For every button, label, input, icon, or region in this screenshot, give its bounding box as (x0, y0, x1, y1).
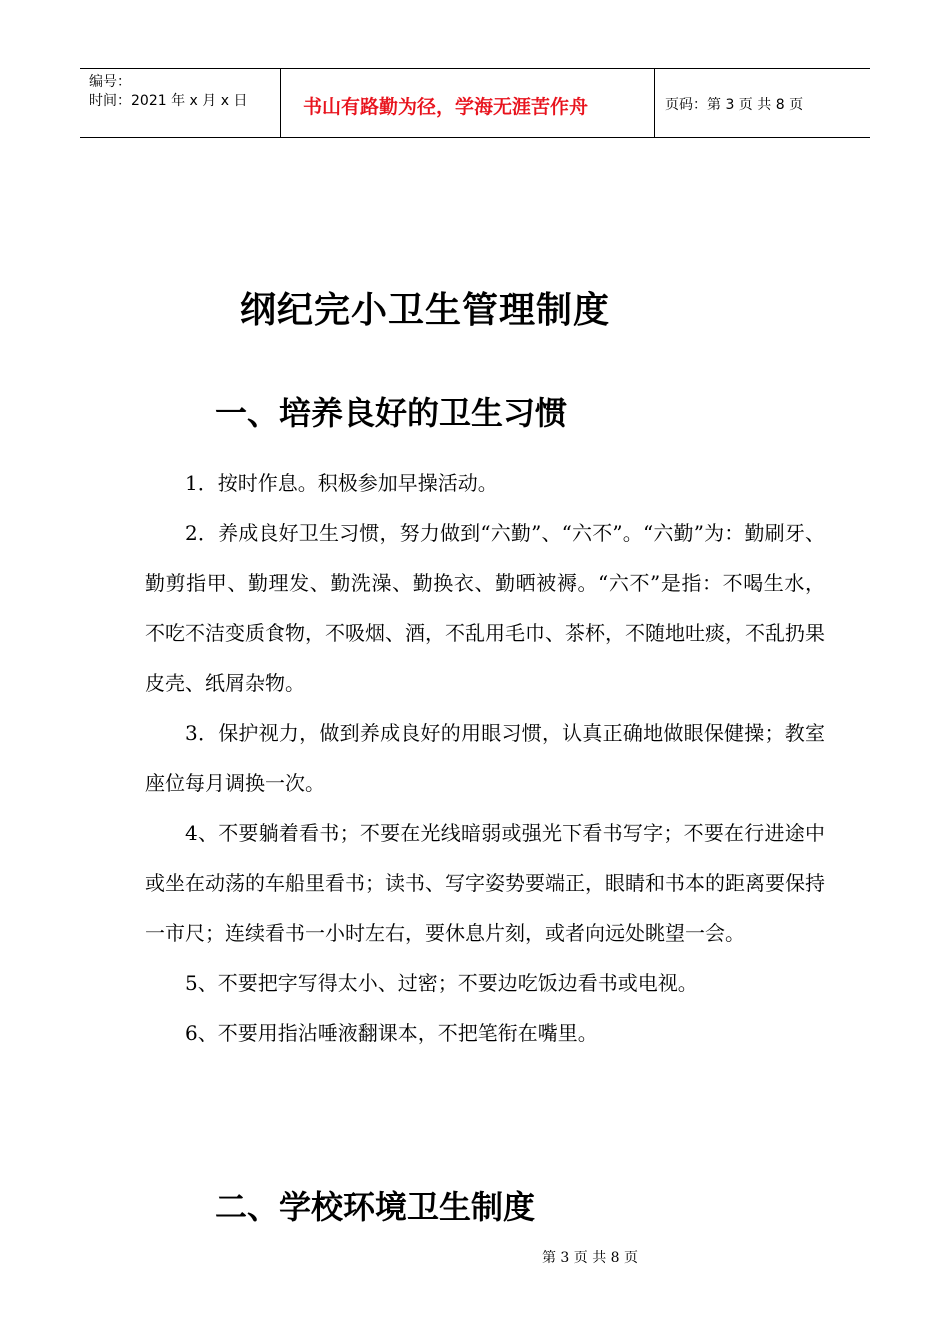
header-page-cell (655, 69, 870, 137)
section-1-body (145, 458, 825, 1058)
paragraph-2: 2．养成良好卫生习惯，努力做到“六勤”、“六不”。“六勤”为：勤刷牙、勤剪指甲、勤理发、勤洗澡、勤换衣、勤晒被褥。“六不”是指：不喝生水，不吃不洁变质食物，不吸烟、酒，不乱用毛巾、茶杯，不随地吐痰，不乱扔果皮壳、纸屑杂物。 (145, 521, 825, 695)
section-1-heading: 一、培养良好的卫生习惯 (215, 394, 568, 432)
paragraph-1: 1．按时作息。积极参加早操活动。 (185, 471, 498, 495)
paragraph-6: 6、不要用指沾唾液翻课本，不把笔衔在嘴里。 (185, 1021, 598, 1045)
number-label: 编号： (89, 74, 131, 90)
document-title: 纲纪完小卫生管理制度 (240, 290, 611, 331)
page-footer (0, 1247, 950, 1267)
header-motto-cell (281, 69, 655, 137)
header-page-info: 页码：第 3 页 共 8 页 (665, 97, 804, 113)
footer-page-number: 第 3 页 共 8 页 (541, 1250, 639, 1266)
paragraph-3: 3．保护视力，做到养成良好的用眼习惯，认真正确地做眼保健操；教室座位每月调换一次。 (145, 721, 825, 795)
paragraph-4: 4、不要躺着看书；不要在光线暗弱或强光下看书写字；不要在行进途中或坐在动荡的车船里看书；读书、写字姿势要端正，眼睛和书本的距离要保持一市尺；连续看书一小时左右，要休息片刻，或者向远处眺望一会。 (145, 821, 825, 945)
page-header (80, 68, 870, 138)
time-label: 时间：2021 年 x 月 x 日 (89, 93, 248, 109)
paragraph-5: 5、不要把字写得太小、过密；不要边吃饭边看书或电视。 (185, 971, 698, 995)
header-meta-cell (80, 69, 281, 137)
header-motto: 书山有路勤为径，学海无涯苦作舟 (303, 95, 589, 118)
section-2-heading: 二、学校环境卫生制度 (215, 1188, 536, 1226)
